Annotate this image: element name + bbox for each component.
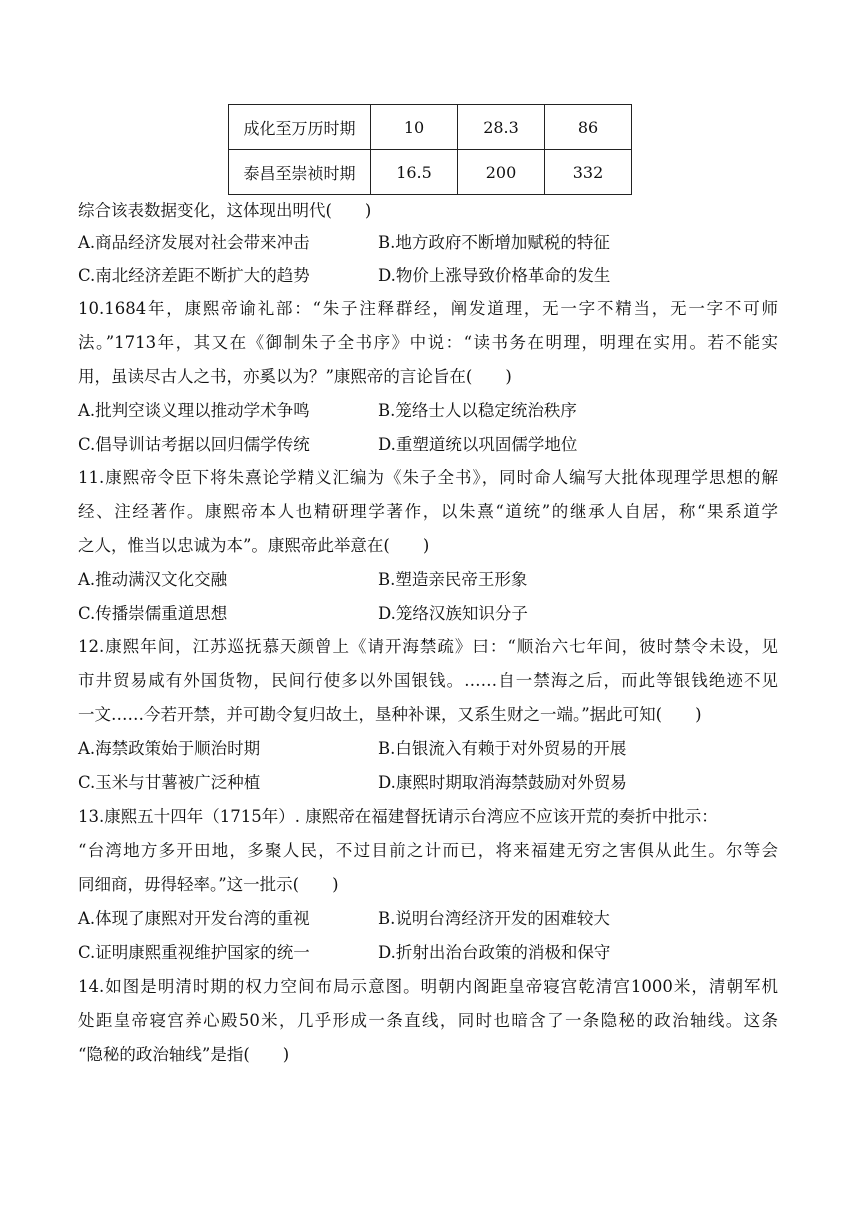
question-14-line-3: “隐秘的政治轴线”是指( ) <box>78 1045 290 1064</box>
question-10-line-1: 10.1684年，康熙帝谕礼部：“朱子注释群经，阐发道理，无一字不精当，无一字不可师 <box>78 299 778 318</box>
table-cell: 332 <box>545 150 632 195</box>
table-cell: 86 <box>545 105 632 150</box>
question-11-option-c: C.传播崇儒重道思想 <box>78 604 228 623</box>
question-9-option-d: D.物价上涨导致价格革命的发生 <box>378 266 611 285</box>
question-10-option-c: C.倡导训诂考据以回归儒学传统 <box>78 435 310 454</box>
question-13-line-1: 13.康熙五十四年（1715年）. 康熙帝在福建督抚请示台湾应不应该开荒的奏折中批示： <box>78 807 718 826</box>
table-cell: 成化至万历时期 <box>229 105 371 150</box>
table-cell: 泰昌至崇祯时期 <box>229 150 371 195</box>
table-cell: 10 <box>371 105 458 150</box>
question-12-option-a: A.海禁政策始于顺治时期 <box>78 739 261 758</box>
question-12-option-c: C.玉米与甘薯被广泛种植 <box>78 773 261 792</box>
question-9-option-c: C.南北经济差距不断扩大的趋势 <box>78 266 310 285</box>
question-11-option-b: B.塑造亲民帝王形象 <box>378 570 528 589</box>
question-9-option-a: A.商品经济发展对社会带来冲击 <box>78 233 310 252</box>
question-13-option-c: C.证明康熙重视维护国家的统一 <box>78 943 310 962</box>
question-10-option-d: D.重塑道统以巩固儒学地位 <box>378 435 578 454</box>
question-10-line-2: 法。”1713年，其又在《御制朱子全书序》中说：“读书务在明理，明理在实用。若不能实 <box>78 333 778 352</box>
question-11-option-d: D.笼络汉族知识分子 <box>378 604 528 623</box>
question-14-line-2: 处距皇帝寝宫养心殿50米，几乎形成一条直线，同时也暗含了一条隐秘的政治轴线。这条 <box>78 1011 778 1030</box>
question-13-option-d: D.折射出治台政策的消极和保守 <box>378 943 611 962</box>
question-11-line-3: 之人，惟当以忠诚为本”。康熙帝此举意在( ) <box>78 536 430 555</box>
table-row <box>229 150 632 195</box>
question-14-line-1: 14.如图是明清时期的权力空间布局示意图。明朝内阁距皇帝寝宫乾清宫1000米，清朝军机 <box>78 977 778 996</box>
table-cell: 200 <box>458 150 545 195</box>
question-13-line-3: 同细商，毋得轻率。”这一批示( ) <box>78 875 339 894</box>
question-12-option-b: B.白银流入有赖于对外贸易的开展 <box>378 739 627 758</box>
question-10-option-b: B.笼络士人以稳定统治秩序 <box>378 401 577 420</box>
question-12-line-3: 一文……今若开禁，并可勘令复归故土，垦种补课，又系生财之一端。”据此可知( ) <box>78 705 702 724</box>
question-9-stem: 综合该表数据变化，这体现出明代( ) <box>78 201 372 220</box>
question-13-option-b: B.说明台湾经济开发的困难较大 <box>378 909 610 928</box>
question-13-line-2: “台湾地方多开田地，多聚人民，不过目前之计而已，将来福建无穷之害俱从此生。尔等会 <box>78 841 778 860</box>
table-cell: 16.5 <box>371 150 458 195</box>
question-11-option-a: A.推动满汉文化交融 <box>78 570 228 589</box>
question-10-line-3: 用，虽读尽古人之书，亦奚以为？”康熙帝的言论旨在( ) <box>78 367 512 386</box>
table-row <box>229 105 632 150</box>
question-9-option-b: B.地方政府不断增加赋税的特征 <box>378 233 610 252</box>
question-13-option-a: A.体现了康熙对开发台湾的重视 <box>78 909 310 928</box>
data-table <box>228 104 632 195</box>
table-cell: 28.3 <box>458 105 545 150</box>
question-12-line-2: 市井贸易咸有外国货物，民间行使多以外国银钱。……自一禁海之后，而此等银钱绝迹不见 <box>78 671 778 690</box>
question-12-option-d: D.康熙时期取消海禁鼓励对外贸易 <box>378 773 627 792</box>
question-12-line-1: 12.康熙年间，江苏巡抚慕天颜曾上《请开海禁疏》曰：“顺治六七年间，彼时禁令未设，见 <box>78 637 778 656</box>
question-11-line-2: 经、注经著作。康熙帝本人也精研理学著作，以朱熹“道统”的继承人自居，称“果系道学 <box>78 502 778 521</box>
question-10-option-a: A.批判空谈义理以推动学术争鸣 <box>78 401 310 420</box>
question-11-line-1: 11.康熙帝令臣下将朱熹论学精义汇编为《朱子全书》，同时命人编写大批体现理学思想的解 <box>78 468 778 487</box>
